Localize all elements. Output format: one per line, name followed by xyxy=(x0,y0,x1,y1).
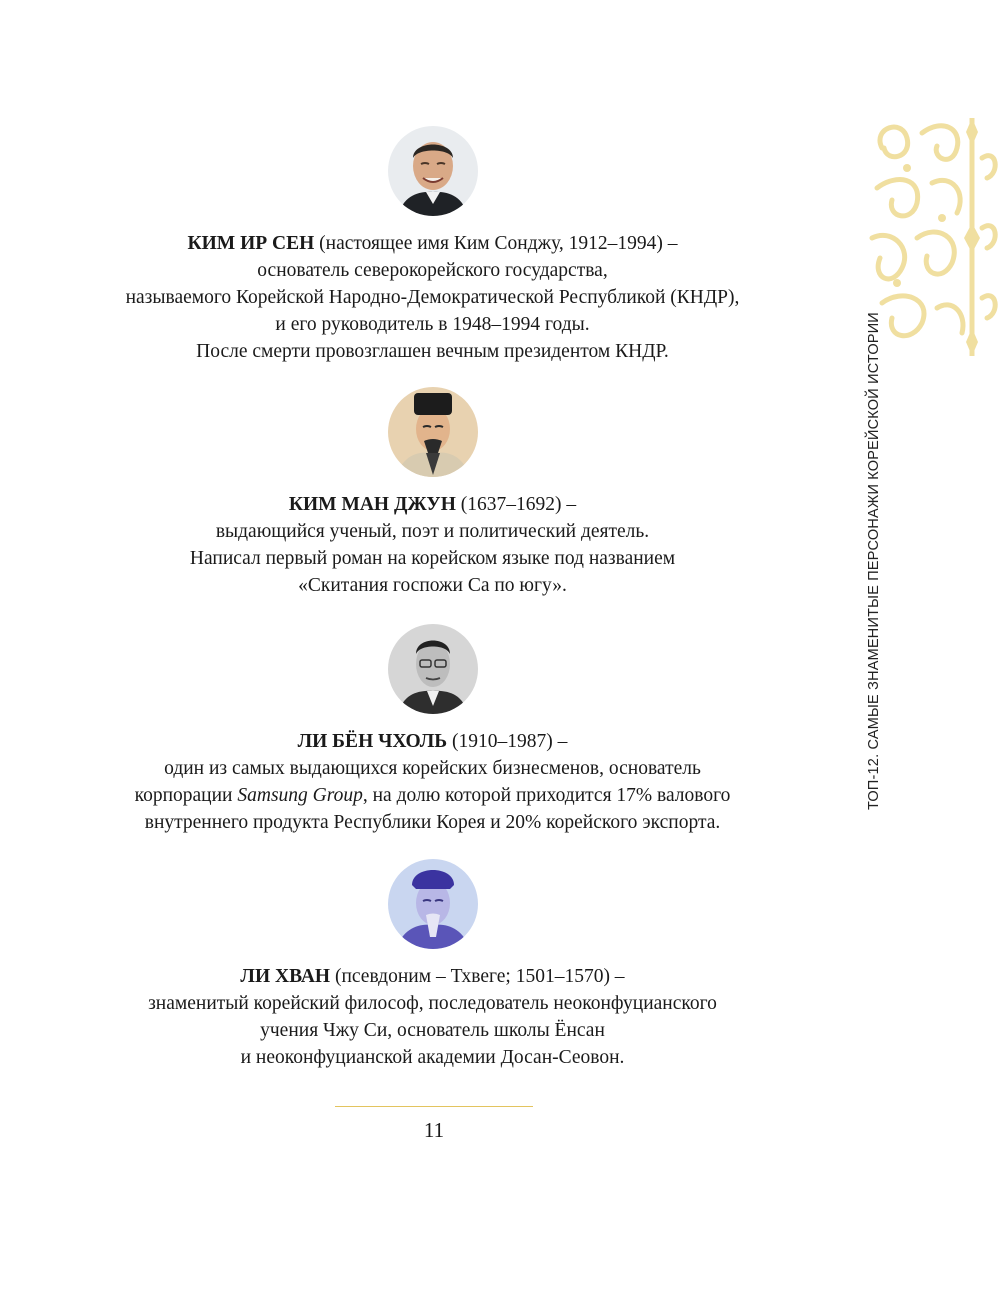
biography-line: называемого Корейской Народно-Демократической Республикой (КНДР), xyxy=(125,287,740,308)
biography-line: внутреннего продукта Республики Корея и 20% корейского экспорта. xyxy=(144,812,721,833)
person-name: ЛИ ХВАН xyxy=(240,966,331,987)
biography-line: После смерти провозглашен вечным президентом КНДР. xyxy=(196,341,669,362)
biography-entry xyxy=(60,624,805,836)
person-name: КИМ МАН ДЖУН xyxy=(288,494,456,515)
biography-line: корпорации Samsung Group, на долю которой приходится 17% валового xyxy=(134,785,731,806)
biography-text xyxy=(60,491,805,599)
page-number: 11 xyxy=(423,1118,445,1142)
yi-hwang-portrait xyxy=(388,859,478,949)
biography-line: Написал первый роман на корейском языке под названием xyxy=(189,548,676,569)
biography-heading-line: КИМ ИР СЕН (настоящее имя Ким Сонджу, 1912–1994) – xyxy=(187,233,678,254)
biography-line: учения Чжу Си, основатель школы Ёнсан xyxy=(260,1020,605,1041)
biography-entry xyxy=(60,387,805,599)
decorative-ornament xyxy=(862,118,1000,356)
biography-line: и его руководитель в 1948–1994 годы. xyxy=(275,314,590,335)
biography-text xyxy=(60,728,805,836)
kim-il-sung-portrait xyxy=(388,126,478,216)
kim-man-jung-portrait xyxy=(388,387,478,477)
side-running-title: ТОП-12. САМЫЕ ЗНАМЕНИТЫЕ ПЕРСОНАЖИ КОРЕЙСКОЙ ИСТОРИИ xyxy=(866,312,882,810)
lee-byung-chul-portrait xyxy=(388,624,478,714)
biography-text xyxy=(60,230,805,365)
biography-line: основатель северокорейского государства, xyxy=(257,260,608,281)
person-name: КИМ ИР СЕН xyxy=(187,233,315,254)
company-name: Samsung Group xyxy=(237,785,363,806)
biography-entry xyxy=(60,126,805,365)
biography-line: один из самых выдающихся корейских бизнесменов, основатель xyxy=(164,758,701,779)
biography-line: «Скитания госпожи Са по югу». xyxy=(298,575,567,596)
biography-heading-line: ЛИ БЁН ЧХОЛЬ (1910–1987) – xyxy=(297,731,568,752)
biography-heading-line: ЛИ ХВАН (псевдоним – Тхвеге; 1501–1570) – xyxy=(240,966,625,987)
person-name: ЛИ БЁН ЧХОЛЬ xyxy=(297,731,448,752)
biography-line: выдающийся ученый, поэт и политический деятель. xyxy=(215,521,650,542)
biography-heading-line: КИМ МАН ДЖУН (1637–1692) – xyxy=(288,494,577,515)
footer-rule xyxy=(335,1106,533,1107)
biography-entry xyxy=(60,859,805,1071)
biography-line: знаменитый корейский философ, последователь неоконфуцианского xyxy=(148,993,717,1014)
biography-line: и неоконфуцианской академии Досан-Сеовон. xyxy=(240,1047,625,1068)
biography-text xyxy=(60,963,805,1071)
